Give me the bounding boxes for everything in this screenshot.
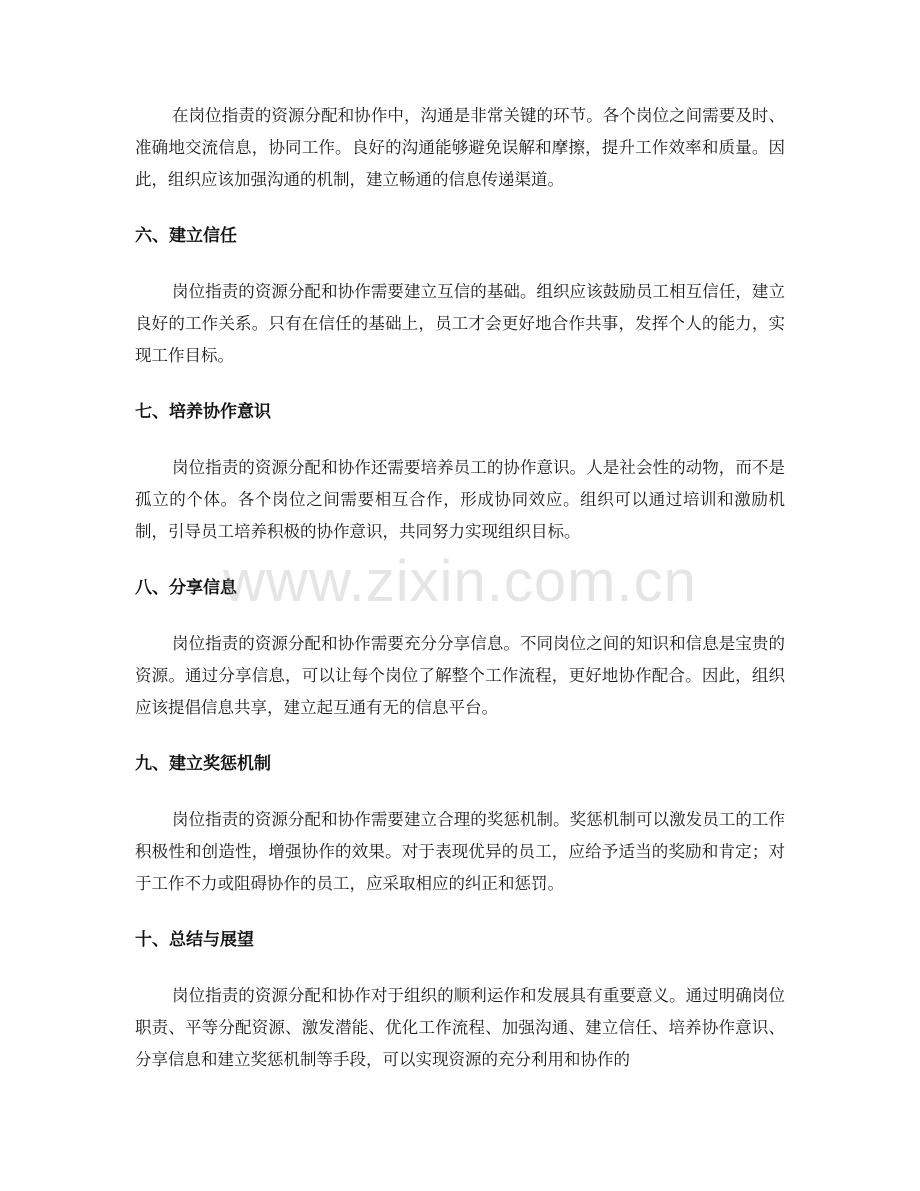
heading-reward-punishment: 九、建立奖惩机制 (135, 754, 271, 774)
paragraph-communication: 在岗位指责的资源分配和协作中，沟通是非常关键的环节。各个岗位之间需要及时、准确地交流信息，协同工作。良好的沟通能够避免误解和摩擦，提升工作效率和质量。因此，组织应该加强沟通的机制，建立畅通的信息传递渠道。 (135, 106, 785, 189)
paragraph-reward-punishment: 岗位指责的资源分配和协作需要建立合理的奖惩机制。奖惩机制可以激发员工的工作积极性和创造性，增强协作的效果。对于表现优异的员工，应给予适当的奖励和肯定；对于工作不力或阻碍协作的员工，应采取相应的纠正和惩罚。 (135, 810, 785, 893)
watermark-text: www.zixin.com.cn (223, 549, 697, 614)
paragraph-share-information: 岗位指责的资源分配和协作需要充分分享信息。不同岗位之间的知识和信息是宝贵的资源。通过分享信息，可以让每个岗位了解整个工作流程，更好地协作配合。因此，组织应该提倡信息共享，建立起互通有无的信息平台。 (135, 634, 785, 717)
heading-share-information: 八、分享信息 (135, 578, 237, 598)
paragraph-summary-outlook: 岗位指责的资源分配和协作对于组织的顺利运作和发展具有重要意义。通过明确岗位职责、平等分配资源、激发潜能、优化工作流程、加强沟通、建立信任、培养协作意识、分享信息和建立奖惩机制等手段，可以实现资源的充分利用和协作的 (135, 986, 785, 1069)
document-body (135, 100, 785, 1102)
heading-collaboration-awareness: 七、培养协作意识 (135, 402, 271, 422)
heading-summary-outlook: 十、总结与展望 (135, 930, 254, 950)
heading-build-trust: 六、建立信任 (135, 226, 237, 246)
paragraph-build-trust: 岗位指责的资源分配和协作需要建立互信的基础。组织应该鼓励员工相互信任，建立良好的工作关系。只有在信任的基础上，员工才会更好地合作共事，发挥个人的能力，实现工作目标。 (135, 282, 785, 365)
paragraph-collaboration-awareness: 岗位指责的资源分配和协作还需要培养员工的协作意识。人是社会性的动物，而不是孤立的个体。各个岗位之间需要相互合作，形成协同效应。组织可以通过培训和激励机制，引导员工培养积极的协作意识，共同努力实现组织目标。 (135, 458, 785, 541)
